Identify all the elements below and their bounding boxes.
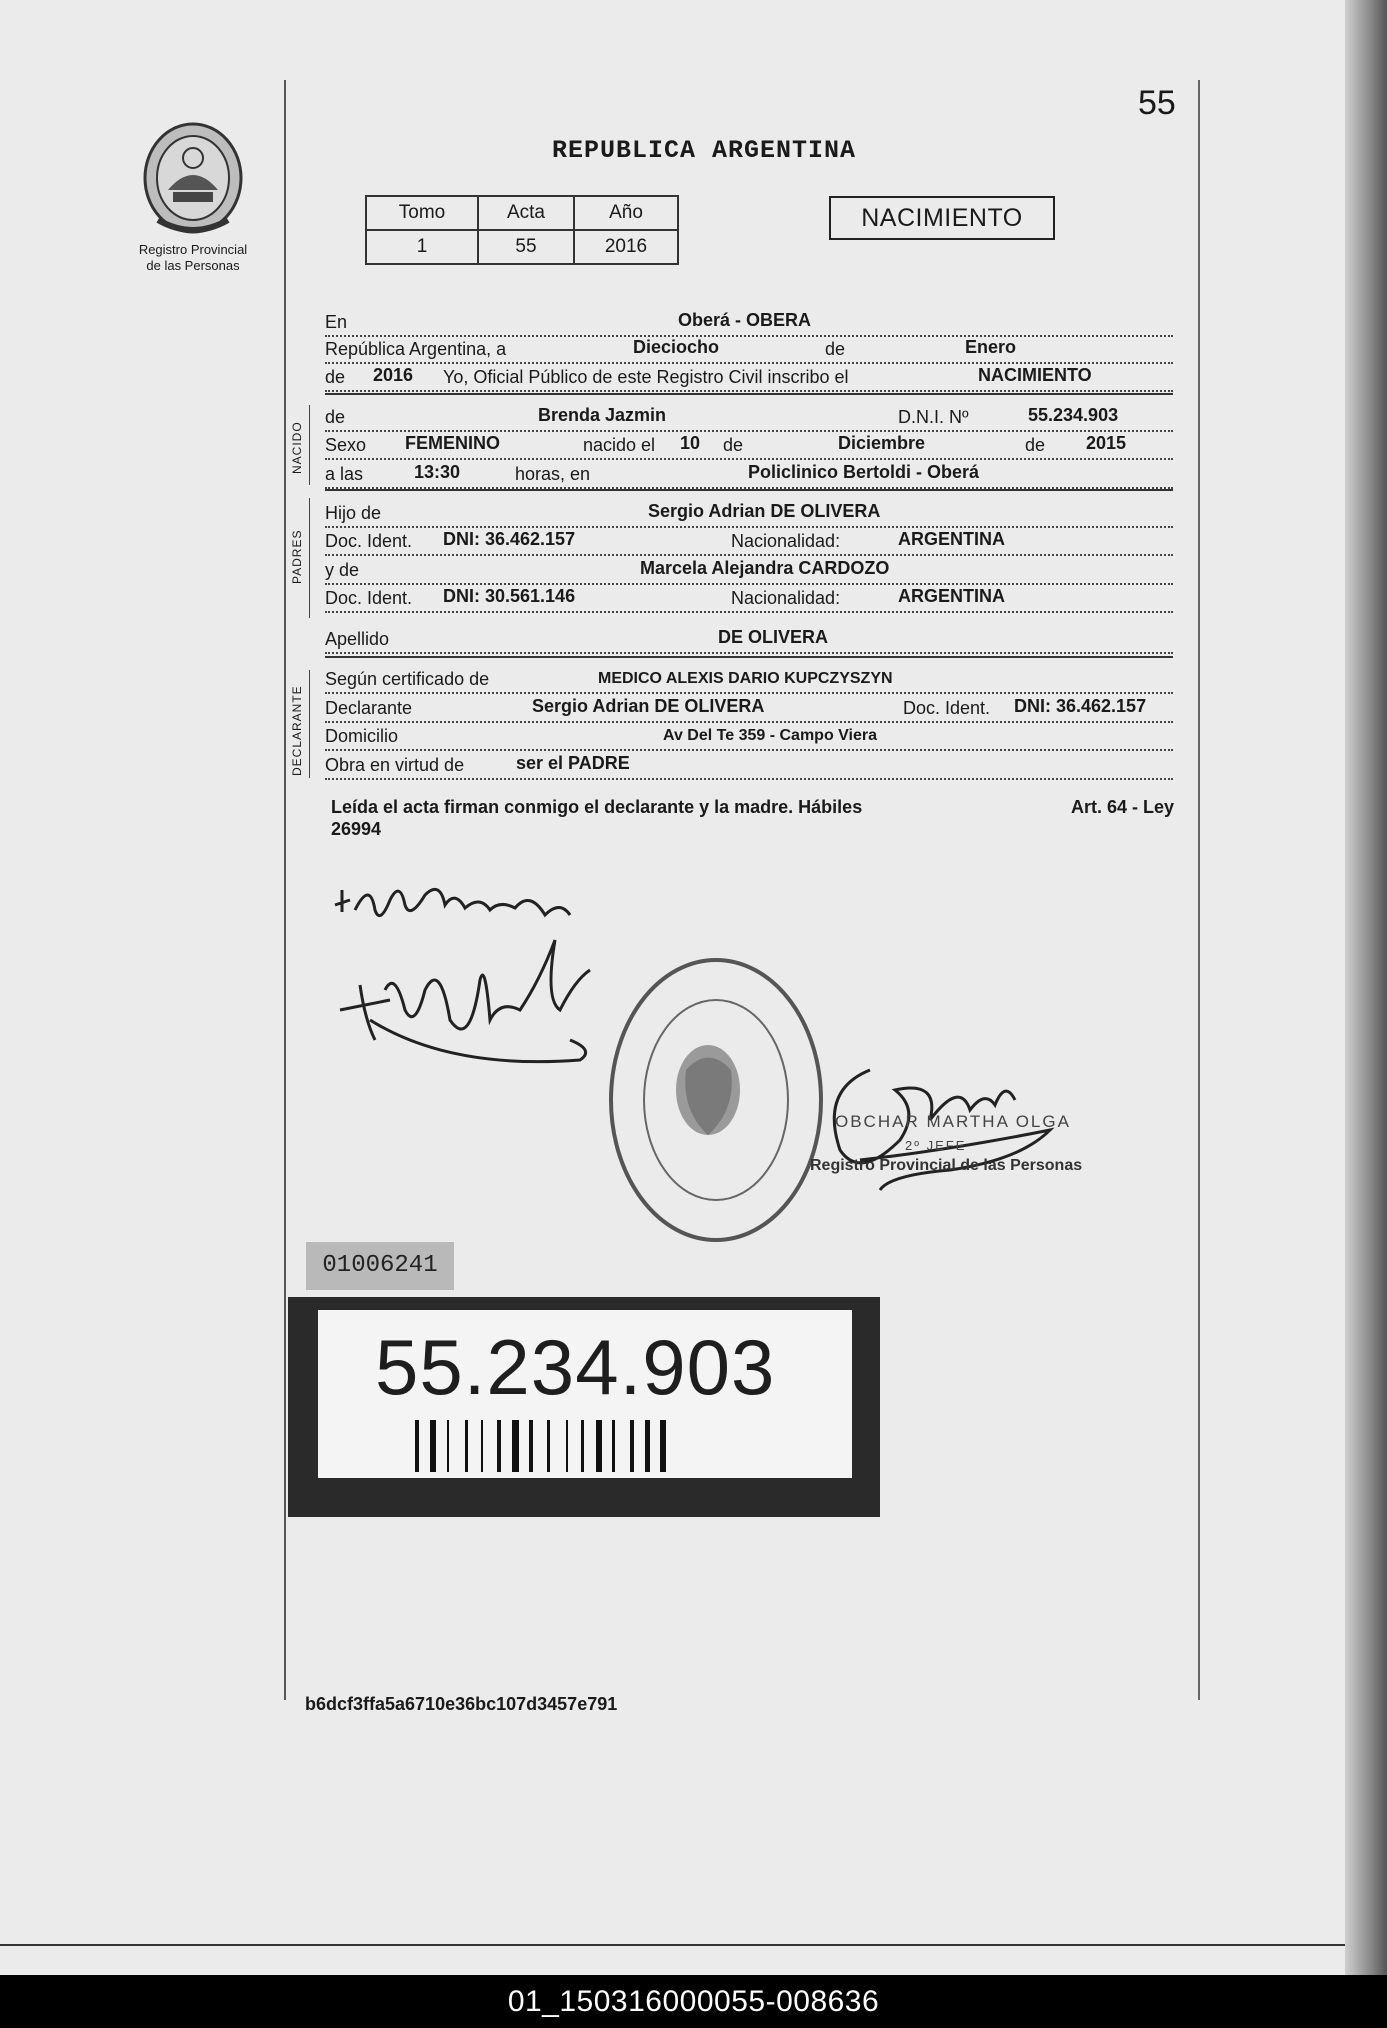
father-name: Sergio Adrian DE OLIVERA: [645, 501, 883, 522]
yo-label: Yo, Oficial Público de este Registro Civil inscribo el: [443, 367, 852, 388]
closing-statement: [331, 796, 1174, 840]
declarante-doc: DNI: 36.462.157: [1011, 696, 1149, 717]
de-label: de: [825, 339, 848, 360]
birth-place: Policlinico Bertoldi - Oberá: [745, 462, 982, 483]
mother-doc-label: Doc. Ident.: [325, 588, 415, 609]
tomo-acta-table: [365, 195, 679, 265]
sexo-label: Sexo: [325, 435, 369, 456]
barcode-bar: [596, 1420, 602, 1472]
birth-de-label: de: [723, 435, 746, 456]
certificado-value: MEDICO ALEXIS DARIO KUPCZYSZYN: [595, 670, 896, 688]
document-title: REPUBLICA ARGENTINA: [552, 136, 857, 165]
segun-label: Según certificado de: [325, 669, 492, 690]
field-father: [325, 500, 1173, 528]
left-margin-line: [284, 80, 286, 1700]
obra-label: Obra en virtud de: [325, 755, 467, 776]
anio-value: 2016: [574, 230, 678, 264]
record-type-box: NACIMIENTO: [829, 196, 1055, 240]
domicilio-value: Av Del Te 359 - Campo Viera: [660, 727, 880, 745]
barcode-small-number: 01006241: [306, 1242, 454, 1290]
field-year: [325, 364, 1173, 392]
barcode-bar: [465, 1420, 468, 1472]
barcode-bar: [566, 1420, 568, 1472]
closing-ley: 26994: [331, 819, 382, 839]
province-emblem-icon: [138, 120, 248, 240]
birth-time: 13:30: [411, 462, 463, 483]
barcode-bar: [415, 1420, 419, 1472]
declarante-value: Sergio Adrian DE OLIVERA: [529, 696, 767, 717]
name-value: Brenda Jazmin: [535, 405, 669, 426]
field-en: [325, 309, 1173, 337]
declarante-doc-label: Doc. Ident.: [903, 698, 993, 719]
barcode-bar: [660, 1420, 666, 1472]
horas-label: horas, en: [515, 464, 593, 485]
official-office-stamp: Registro Provincial de las Personas: [810, 1157, 1083, 1174]
day-value: Dieciocho: [630, 337, 722, 358]
barcode-bar: [529, 1420, 533, 1472]
en-label: En: [325, 312, 350, 333]
mother-doc: DNI: 30.561.146: [440, 586, 578, 607]
barcode-bar: [481, 1420, 483, 1472]
de-year-label: de: [325, 367, 348, 388]
field-sexo: [325, 432, 1173, 460]
nacido-side-label: NACIDO: [290, 421, 304, 474]
acta-header: Acta: [478, 196, 574, 230]
a-las-label: a las: [325, 464, 366, 485]
barcode-bar: [430, 1420, 436, 1472]
anio-header: Año: [574, 196, 678, 230]
apellido-label: Apellido: [325, 629, 392, 650]
declarante-side-line: [309, 670, 310, 778]
field-obra: [325, 752, 1173, 780]
declarante-label: Declarante: [325, 698, 415, 719]
declarante-side-label: DECLARANTE: [290, 685, 304, 776]
birth-day: 10: [677, 433, 703, 454]
padres-side-label: PADRES: [290, 529, 304, 584]
nacido-side-line: [309, 405, 310, 485]
birth-de2-label: de: [1025, 435, 1048, 456]
mother-nat: ARGENTINA: [895, 586, 1008, 607]
barcode-bar: [645, 1420, 650, 1472]
barcode-bars-icon: [415, 1420, 775, 1472]
field-domicilio: [325, 723, 1173, 751]
field-name: [325, 404, 1173, 432]
registry-caption: [118, 242, 268, 274]
closing-art: Art. 64 - Ley: [1070, 797, 1174, 817]
dni-value: 55.234.903: [1025, 405, 1121, 426]
field-mother-doc: [325, 585, 1173, 613]
separator: [325, 656, 1173, 658]
father-doc: DNI: 36.462.157: [440, 529, 578, 550]
sexo-value: FEMENINO: [402, 433, 503, 454]
birth-year: 2015: [1083, 433, 1129, 454]
document-hash: b6dcf3ffa5a6710e36bc107d3457e791: [305, 1694, 618, 1714]
father-doc-label: Doc. Ident.: [325, 531, 415, 552]
name-de-label: de: [325, 407, 348, 428]
birth-month: Diciembre: [835, 433, 928, 454]
mother-name: Marcela Alejandra CARDOZO: [637, 558, 892, 579]
right-margin-line: [1198, 80, 1200, 1700]
domicilio-label: Domicilio: [325, 726, 401, 747]
en-value: Oberá - OBERA: [675, 310, 814, 331]
page-number: 55: [1138, 84, 1176, 122]
barcode-bar: [581, 1420, 584, 1472]
field-time-place: [325, 461, 1173, 489]
separator: [325, 393, 1173, 395]
signature-mother-icon: [330, 880, 610, 1090]
inscribo-value: NACIMIENTO: [975, 365, 1095, 386]
next-page-edge: [0, 1944, 1345, 1975]
official-name-stamp: OBCHAR MARTHA OLGA: [835, 1112, 1071, 1131]
apellido-value: DE OLIVERA: [715, 627, 831, 648]
barcode-bar: [512, 1420, 519, 1472]
field-apellido: [325, 626, 1173, 654]
file-identifier: 01_150316000055-008636: [0, 1975, 1387, 2028]
page-edge-shadow: [1345, 0, 1387, 1975]
obra-value: ser el PADRE: [513, 753, 633, 774]
field-declarante: [325, 695, 1173, 723]
father-nat-label: Nacionalidad:: [731, 531, 843, 552]
closing-text: Leída el acta firman conmigo el declarante y la madre. Hábiles: [331, 797, 863, 817]
separator: [325, 489, 1173, 491]
mother-nat-label: Nacionalidad:: [731, 588, 843, 609]
field-mother: [325, 557, 1173, 585]
barcode-big-number: 55.234.903: [375, 1323, 776, 1411]
padres-side-line: [309, 498, 310, 618]
tomo-value: 1: [366, 230, 478, 264]
dni-label: D.N.I. Nº: [898, 407, 972, 428]
field-father-doc: [325, 528, 1173, 556]
barcode-bar: [630, 1420, 634, 1472]
acta-value: 55: [478, 230, 574, 264]
official-role-stamp: 2º JEFE: [905, 1138, 967, 1153]
nacido-label: nacido el: [583, 435, 658, 456]
hijo-label: Hijo de: [325, 503, 384, 524]
barcode-bar: [497, 1420, 501, 1472]
month-value: Enero: [962, 337, 1019, 358]
father-nat: ARGENTINA: [895, 529, 1008, 550]
field-date: [325, 336, 1173, 364]
tomo-header: Tomo: [366, 196, 478, 230]
barcode-bar: [612, 1420, 615, 1472]
y-de-label: y de: [325, 560, 362, 581]
barcode-bar: [547, 1420, 550, 1472]
registry-caption-text: Registro Provincial de las Personas: [138, 242, 248, 273]
republica-label: República Argentina, a: [325, 339, 509, 360]
year-value: 2016: [370, 365, 416, 386]
barcode-bar: [447, 1420, 449, 1472]
field-certificado: [325, 666, 1173, 694]
